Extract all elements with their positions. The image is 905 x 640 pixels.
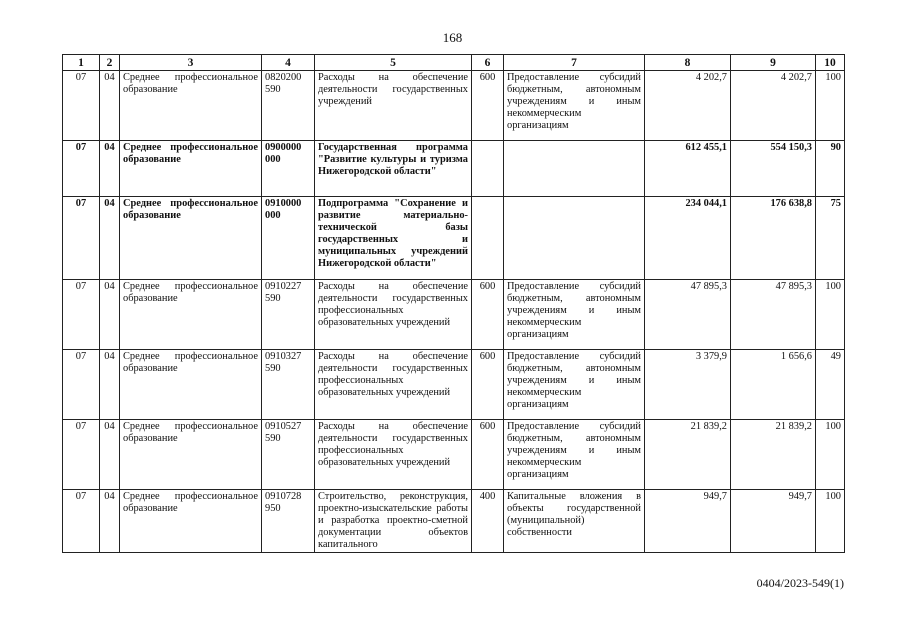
section-code: 07 — [63, 420, 100, 490]
expense-type-code — [472, 141, 504, 197]
table-row — [63, 141, 845, 197]
section-code: 07 — [63, 280, 100, 350]
expense-type-name: Капитальные вложения в объекты государственной (муниципальной) собственности — [504, 490, 645, 553]
subsection-code: 04 — [100, 197, 120, 280]
target-code: 0910000 000 — [262, 197, 315, 280]
execution-percent: 75 — [816, 197, 845, 280]
expense-type-code — [472, 197, 504, 280]
column-header: 2 — [100, 55, 120, 71]
target-code: 0820200 590 — [262, 71, 315, 141]
planned-amount: 4 202,7 — [645, 71, 731, 141]
actual-amount: 47 895,3 — [731, 280, 816, 350]
table-row — [63, 350, 845, 420]
planned-amount: 234 044,1 — [645, 197, 731, 280]
section-code: 07 — [63, 350, 100, 420]
execution-percent: 100 — [816, 490, 845, 553]
target-code: 0910227 590 — [262, 280, 315, 350]
actual-amount: 554 150,3 — [731, 141, 816, 197]
actual-amount: 4 202,7 — [731, 71, 816, 141]
target-code: 0910527 590 — [262, 420, 315, 490]
expense-type-name: Предоставление субсидий бюджетным, автономным учреждениям и иным некоммерческим организациям — [504, 420, 645, 490]
expense-description: Подпрограмма "Сохранение и развитие материально-технической базы государственных и муниципальных учреждений Нижегородской области" — [315, 197, 472, 280]
table-row — [63, 197, 845, 280]
column-header: 7 — [504, 55, 645, 71]
actual-amount: 21 839,2 — [731, 420, 816, 490]
expense-type-code: 600 — [472, 71, 504, 141]
expense-description: Расходы на обеспечение деятельности государственных профессиональных образовательных учреждений — [315, 350, 472, 420]
subsection-code: 04 — [100, 280, 120, 350]
table-row — [63, 280, 845, 350]
expense-description: Расходы на обеспечение деятельности государственных профессиональных образовательных учреждений — [315, 420, 472, 490]
planned-amount: 612 455,1 — [645, 141, 731, 197]
document-code: 0404/2023-549(1) — [756, 576, 844, 590]
actual-amount: 176 638,8 — [731, 197, 816, 280]
expense-description: Расходы на обеспечение деятельности государственных учреждений — [315, 71, 472, 141]
table-row — [63, 71, 845, 141]
subsection-code: 04 — [100, 141, 120, 197]
planned-amount: 21 839,2 — [645, 420, 731, 490]
execution-percent: 100 — [816, 420, 845, 490]
expense-type-code: 600 — [472, 350, 504, 420]
section-name: Среднее профессиональное образование — [120, 490, 262, 553]
section-name: Среднее профессиональное образование — [120, 141, 262, 197]
expense-type-name: Предоставление субсидий бюджетным, автономным учреждениям и иным некоммерческим организациям — [504, 71, 645, 141]
expense-type-name — [504, 141, 645, 197]
budget-table — [62, 54, 845, 553]
planned-amount: 949,7 — [645, 490, 731, 553]
section-name: Среднее профессиональное образование — [120, 420, 262, 490]
section-code: 07 — [63, 197, 100, 280]
expense-type-name — [504, 197, 645, 280]
page-number: 168 — [442, 30, 463, 45]
column-header: 1 — [63, 55, 100, 71]
section-code: 07 — [63, 71, 100, 141]
execution-percent: 100 — [816, 71, 845, 141]
expense-type-code: 400 — [472, 490, 504, 553]
section-code: 07 — [63, 141, 100, 197]
table-row — [63, 490, 845, 553]
section-code: 07 — [63, 490, 100, 553]
actual-amount: 1 656,6 — [731, 350, 816, 420]
target-code: 0910327 590 — [262, 350, 315, 420]
target-code: 0900000 000 — [262, 141, 315, 197]
section-name: Среднее профессиональное образование — [120, 350, 262, 420]
column-header: 3 — [120, 55, 262, 71]
expense-description: Государственная программа "Развитие культуры и туризма Нижегородской области" — [315, 141, 472, 197]
expense-type-code: 600 — [472, 420, 504, 490]
expense-description: Расходы на обеспечение деятельности государственных профессиональных образовательных учреждений — [315, 280, 472, 350]
actual-amount: 949,7 — [731, 490, 816, 553]
target-code: 0910728 950 — [262, 490, 315, 553]
table-row — [63, 420, 845, 490]
subsection-code: 04 — [100, 490, 120, 553]
column-header: 8 — [645, 55, 731, 71]
execution-percent: 49 — [816, 350, 845, 420]
subsection-code: 04 — [100, 420, 120, 490]
planned-amount: 47 895,3 — [645, 280, 731, 350]
section-name: Среднее профессиональное образование — [120, 280, 262, 350]
column-header: 6 — [472, 55, 504, 71]
column-header: 10 — [816, 55, 845, 71]
expense-description: Строительство, реконструкция, проектно-изыскательские работы и разработка проектно-сметной документации объектов капитального — [315, 490, 472, 553]
expense-type-code: 600 — [472, 280, 504, 350]
header-row — [63, 55, 845, 71]
execution-percent: 100 — [816, 280, 845, 350]
column-header: 4 — [262, 55, 315, 71]
planned-amount: 3 379,9 — [645, 350, 731, 420]
section-name: Среднее профессиональное образование — [120, 71, 262, 141]
expense-type-name: Предоставление субсидий бюджетным, автономным учреждениям и иным некоммерческим организациям — [504, 350, 645, 420]
column-header: 5 — [315, 55, 472, 71]
subsection-code: 04 — [100, 350, 120, 420]
section-name: Среднее профессиональное образование — [120, 197, 262, 280]
expense-type-name: Предоставление субсидий бюджетным, автономным учреждениям и иным некоммерческим организациям — [504, 280, 645, 350]
execution-percent: 90 — [816, 141, 845, 197]
column-header: 9 — [731, 55, 816, 71]
subsection-code: 04 — [100, 71, 120, 141]
